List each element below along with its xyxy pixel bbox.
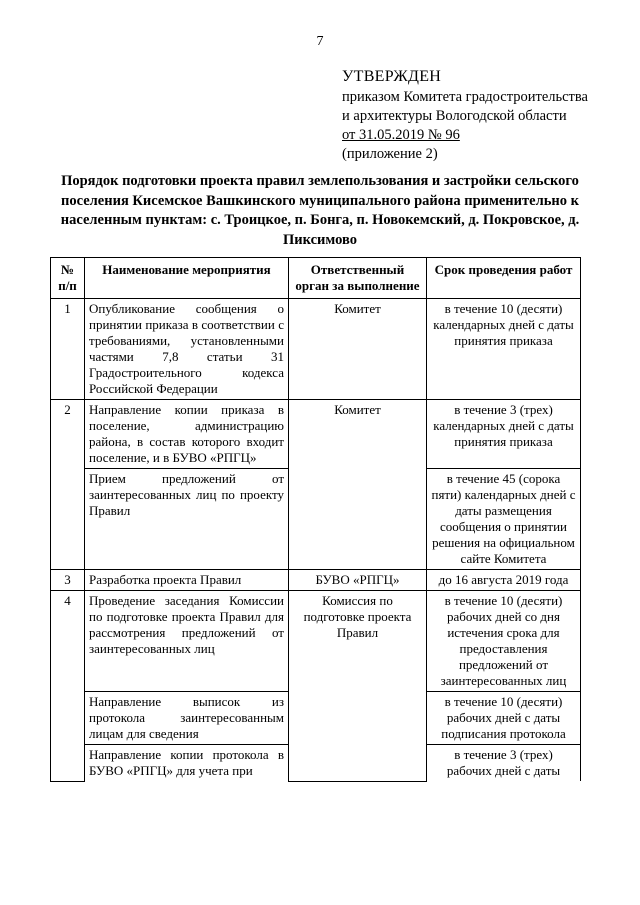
row-number: 3 <box>51 570 85 591</box>
header-activity: Наименование мероприятия <box>85 258 289 299</box>
table-row <box>51 299 581 400</box>
approval-heading: УТВЕРЖДЕН <box>342 68 442 85</box>
approval-stamp <box>342 66 588 164</box>
row-responsible: Комиссия по подготовке проекта Правил <box>289 591 427 782</box>
page-number: 7 <box>316 34 324 49</box>
row-deadline: до 16 августа 2019 года <box>427 570 581 591</box>
row-deadline: в течение 10 (десяти) рабочих дней с даты подписания протокола <box>427 692 581 745</box>
row-deadline: в течение 10 (десяти) календарных дней с даты принятия приказа <box>427 299 581 400</box>
table-header-row <box>51 258 581 299</box>
row-number: 4 <box>51 591 85 782</box>
approval-annex: (приложение 2) <box>342 146 438 162</box>
row-responsible: Комитет <box>289 299 427 400</box>
row-deadline: в течение 3 (трех) календарных дней с даты принятия приказа <box>427 400 581 469</box>
row-activity: Направление выписок из протокола заинтересованным лицам для сведения <box>85 692 289 745</box>
schedule-table <box>50 257 581 782</box>
table-row <box>51 591 581 692</box>
header-number: № п/п <box>51 258 85 299</box>
row-activity: Направление копии приказа в поселение, администрацию района, в состав которого входит поселение, и в БУВО «РПГЦ» <box>85 400 289 469</box>
row-deadline: в течение 10 (десяти) рабочих дней со дня истечения срока для предоставления предложений от заинтересованных лиц <box>427 591 581 692</box>
row-responsible: Комитет <box>289 400 427 570</box>
table-row <box>51 570 581 591</box>
header-deadline: Срок проведения работ <box>427 258 581 299</box>
row-number: 1 <box>51 299 85 400</box>
document-title: Порядок подготовки проекта правил землепользования и застройки сельского поселения Кисемское Вашкинского муниципального района применительно к населенным пунктам: с. Троицкое, п. Бонга, п. Новокемский, д. Покровское, д. Пиксимово <box>60 173 580 248</box>
row-responsible: БУВО «РПГЦ» <box>289 570 427 591</box>
row-activity: Опубликование сообщения о принятии приказа в соответствии с требованиями, установленными частями 7,8 статьи 31 Градостроительного кодекса Российской Федерации <box>85 299 289 400</box>
row-activity: Прием предложений от заинтересованных лиц по проекту Правил <box>85 469 289 570</box>
row-deadline: в течение 3 (трех) рабочих дней с даты <box>427 745 581 782</box>
approval-line-1: приказом Комитета градостроительства <box>342 89 588 105</box>
table-row <box>51 400 581 469</box>
row-deadline: в течение 45 (сорока пяти) календарных дней с даты размещения сообщения о принятии решения на официальном сайте Комитета <box>427 469 581 570</box>
row-activity: Проведение заседания Комиссии по подготовке проекта Правил для рассмотрения предложений от заинтересованных лиц <box>85 591 289 692</box>
approval-line-2: и архитектуры Вологодской области <box>342 108 567 124</box>
row-activity: Разработка проекта Правил <box>85 570 289 591</box>
row-activity: Направление копии протокола в БУВО «РПГЦ» для учета при <box>85 745 289 782</box>
header-responsible: Ответственный орган за выполнение <box>289 258 427 299</box>
approval-date: от 31.05.2019 № 96 <box>342 127 460 143</box>
row-number: 2 <box>51 400 85 570</box>
